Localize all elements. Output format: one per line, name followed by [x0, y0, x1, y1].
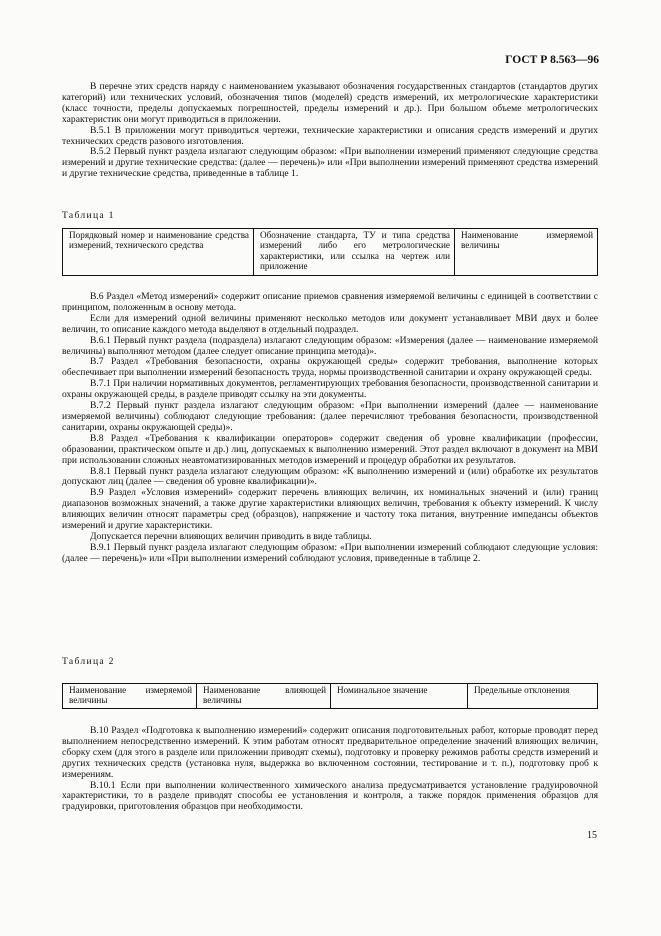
paragraph: В.9 Раздел «Условия измерений» содержит перечень влияющих величин, их номинальных значений и (или) границ диапазонов возможных значений, а также другие характеристики влияющих величин, требования к объекту измерений. К числу влияющих величин относят параметры сред (образцов), напряжение и частоту тока питания, внутренние импедансы объектов измерений и другие характеристики. — [62, 487, 598, 532]
table-cell: Обозначение стандарта, ТУ и типа средства измерений либо его метрологические характеристики, или ссылка на чертеж или приложение — [254, 229, 455, 276]
paragraph: В.6 Раздел «Метод измерений» содержит описание приемов сравнения измеряемой величины с единицей в соответствии с принципом, положенным в основу метода. — [62, 291, 598, 313]
paragraph: Если для измерений одной величины применяют несколько методов или документ устанавливает МВИ двух и более величин, то описание каждого метода выделяют в отдельный подраздел. — [62, 312, 598, 335]
table-row — [63, 684, 598, 709]
paragraph: В.7.1 При наличии нормативных документов, регламентирующих требования безопасности, производственной санитарии и охраны окружающей среды, в разделе приводят ссылку на эти документы. — [62, 378, 598, 401]
table-1-label: Таблица 1 — [62, 210, 115, 221]
paragraph: В.7.2 Первый пункт раздела излагают следующим образом: «При выполнении измерений (далее — наименование измеряемой величины) соблюдают следующие требования: (далее перечисляют требования безопасности, производственной санитарии, охраны окружающей среды)». — [62, 400, 598, 433]
methods-section — [62, 292, 598, 565]
table-cell: Наименование влияющей величины — [197, 684, 331, 709]
paragraph: В.10.1 Если при выполнении количественного химического анализа предусматривается установление градуировочной характеристики, то в разделе приводят способы ее установления и контроля, а также порядок применения образцов для градуировки, приготовления образцов при необходимости. — [62, 779, 598, 813]
table-cell: Номинальное значение — [331, 684, 468, 709]
page-number: 15 — [587, 830, 597, 841]
paragraph: В.8.1 Первый пункт раздела излагают следующим образом: «К выполнению измерений и (или) обработке их результатов допускают лиц (далее — сведения об уровне квалификации)». — [62, 465, 598, 488]
intro-section — [62, 82, 598, 180]
table-1 — [62, 228, 598, 276]
paragraph: В.5.1 В приложении могут приводиться чертежи, технические характеристики и описания средств измерений и других технических средств разового изготовления. — [62, 124, 598, 147]
preparation-section — [62, 726, 598, 813]
document-header: ГОСТ Р 8.563—96 — [505, 54, 599, 66]
paragraph: В.7 Раздел «Требования безопасности, охраны окружающей среды» содержит требования, выполнение которых обеспечивает при выполнении измерений безопасность труда, нормы производственной санитарии и охрану окружающей среды. — [62, 356, 598, 379]
table-cell: Наименование измеряемой величины — [63, 684, 197, 709]
table-cell: Предельные отклонения — [468, 684, 598, 709]
paragraph: В перечне этих средств наряду с наименованием указывают обозначения государственных стандартов (стандартов других категорий) или технических условий, обозначения типов (моделей) средств измерений, их метрологические характеристики (класс точности, пределы допускаемых погрешностей, пределы измерений и др.). При большом объеме метрологических характеристик они могут приводиться в приложении. — [62, 81, 598, 125]
paragraph: Допускается перечни влияющих величин приводить в виде таблицы. — [90, 530, 372, 542]
table-cell: Наименование измеряемой величины — [455, 229, 598, 276]
table-cell: Порядковый номер и наименование средства измерений, технического средства — [63, 229, 254, 276]
table-row — [63, 229, 598, 276]
paragraph: В.10 Раздел «Подготовка к выполнению измерений» содержит описания подготовительных работ, которые проводят перед выполнением непосредственно измерений. К этим работам относят предварительное определение значений влияющих величин, сборку схем (для этого в разделе или приложении приводят схемы), подготовку и проверку режимов работы средств измерений и других технических средств (установка нуля, выдержка во включенном состоянии, тестирование и т. п.), подготовку проб к измерениям. — [62, 725, 598, 780]
table-2-label: Таблица 2 — [62, 656, 115, 667]
table-2 — [62, 683, 598, 709]
paragraph: В.8 Раздел «Требования к квалификации операторов» содержит сведения об уровне квалификации (профессии, образовании, практическом опыте и др.) лиц, допускаемых к выполнению измерений. Этот раздел включают в документ на МВИ при использовании сложных неавтоматизированных методов измерений и процедур обработки их результатов. — [62, 432, 598, 466]
paragraph: В.9.1 Первый пункт раздела излагают следующим образом: «При выполнении измерений соблюдают следующие условия: (далее — перечень)» или «При выполнении измерений соблюдают условия, приведенные в таблице 2. — [62, 541, 598, 564]
paragraph: В.6.1 Первый пункт раздела (подраздела) излагают следующим образом: «Измерения (далее — наименование измеряемой величины) выполняют методом (далее следует описание принципа метода)». — [62, 334, 598, 357]
paragraph: В.5.2 Первый пункт раздела излагают следующим образом: «При выполнении измерений применяют следующие средства измерений и другие технические средства: (далее — перечень)» или «При выполнении измерений применяют средства измерений и другие технические средства, приведенные в таблице 1. — [62, 146, 598, 180]
